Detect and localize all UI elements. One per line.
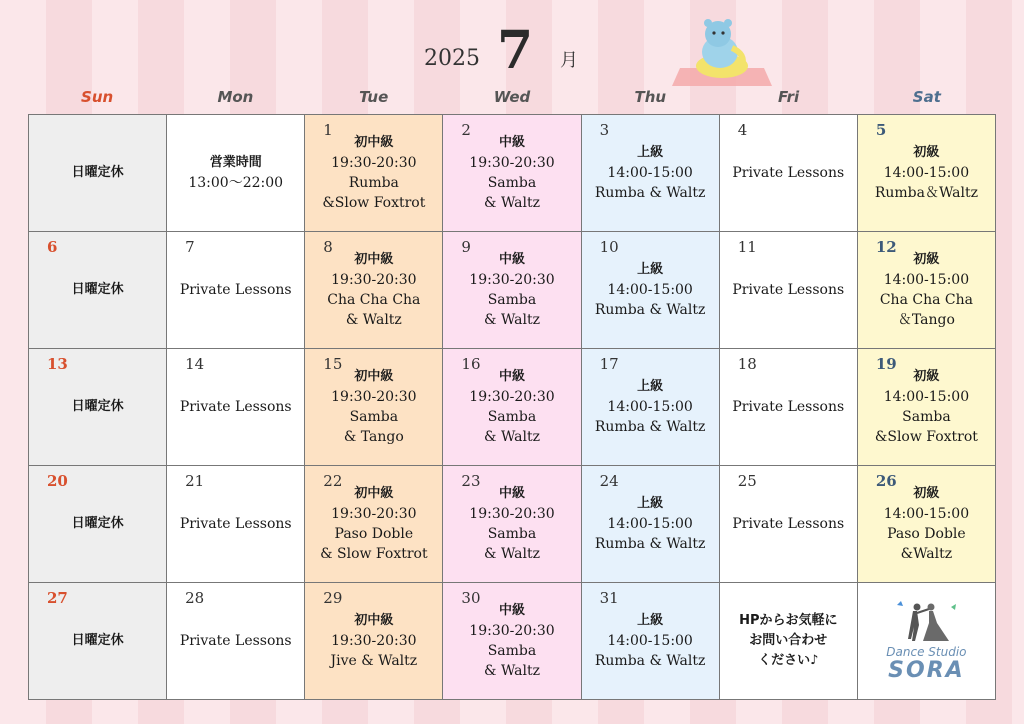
cell-text-line: 初級 — [913, 145, 940, 160]
cell-text-line: 14:00-15:00 — [607, 165, 693, 181]
day-number: 3 — [599, 121, 610, 139]
cell-text-line: & Tango — [343, 429, 404, 445]
day-cell-thu — [582, 232, 720, 349]
day-cell-tue — [305, 115, 443, 232]
day-number: 13 — [47, 355, 68, 373]
cell-text-line: & Waltz — [345, 312, 402, 328]
cell-text-line: 初級 — [913, 369, 940, 384]
cell-text-line: & Waltz — [484, 663, 540, 679]
weekday-tue: Tue — [359, 88, 389, 106]
day-number: 8 — [323, 238, 333, 256]
day-number: 10 — [599, 238, 619, 256]
day-cell-sat — [858, 115, 996, 232]
day-cell-fri — [720, 115, 858, 232]
cell-text-line: Private Lessons — [179, 282, 292, 298]
cell-text-line: 上級 — [637, 262, 664, 277]
cell-text-line: 営業時間 — [209, 155, 262, 170]
cell-text-line: 19:30-20:30 — [469, 623, 555, 639]
day-number: 29 — [323, 589, 343, 607]
day-cell-fri — [720, 583, 858, 700]
cell-text-line: 19:30-20:30 — [469, 506, 555, 522]
day-cell-wed — [443, 349, 581, 466]
day-number: 22 — [323, 472, 343, 490]
day-cell-tue — [305, 232, 443, 349]
weekday-fri: Fri — [777, 88, 800, 106]
weekday-mon: Mon — [217, 88, 254, 106]
cell-text-line: 上級 — [637, 496, 664, 511]
cell-text-line: & Slow Foxtrot — [320, 546, 428, 562]
day-number: 30 — [461, 589, 481, 607]
cell-text-line: Samba — [349, 409, 399, 425]
cell-text-line: 14:00-15:00 — [883, 506, 970, 522]
cell-text-line: 初中級 — [354, 613, 394, 628]
cell-text-line: Paso Doble — [887, 526, 966, 542]
cell-text-line: ください♪ — [758, 653, 819, 668]
day-number: 23 — [461, 472, 481, 490]
day-cell-sat — [858, 232, 996, 349]
day-number: 5 — [875, 121, 887, 139]
year: 2025 — [424, 46, 480, 71]
cell-text-line: Paso Doble — [334, 526, 414, 542]
cell-text-line: 上級 — [637, 379, 664, 394]
day-number: 26 — [875, 472, 897, 490]
cell-text-line: 日曜定休 — [71, 516, 124, 531]
cell-text-line: 14:00-15:00 — [607, 399, 693, 415]
day-cell-tue — [305, 466, 443, 583]
cell-text-line: 19:30-20:30 — [469, 272, 555, 288]
cell-text-line: 14:00-15:00 — [883, 165, 970, 181]
cell-text-line: 19:30-20:30 — [331, 506, 417, 522]
day-cell-mon — [167, 466, 305, 583]
cell-text-line: 14:00-15:00 — [883, 272, 970, 288]
cell-text-line: Samba — [487, 175, 537, 191]
day-cell-wed — [443, 583, 581, 700]
cell-text-line: Cha Cha Cha — [327, 292, 421, 308]
cell-text-line: Rumba & Waltz — [594, 185, 706, 201]
dancers-icon — [891, 599, 961, 643]
day-cell-wed — [443, 115, 581, 232]
cell-text-line: Rumba & Waltz — [594, 653, 706, 669]
day-number: 18 — [737, 355, 757, 373]
cell-text-line: 上級 — [637, 613, 664, 628]
cell-text-line: Samba — [902, 409, 951, 425]
day-number: 27 — [47, 589, 68, 607]
day-number: 28 — [185, 589, 205, 607]
day-number: 7 — [185, 238, 195, 256]
day-number: 16 — [461, 355, 481, 373]
day-cell-thu — [582, 115, 720, 232]
cell-text-line: 初中級 — [354, 135, 394, 150]
cell-text-line: Rumba & Waltz — [594, 302, 706, 318]
day-cell-wed — [443, 232, 581, 349]
logo-line2: SORA — [888, 658, 965, 683]
cell-text-line: 14:00-15:00 — [607, 282, 693, 298]
cell-text-line: 中級 — [498, 486, 525, 501]
cell-text-line: Rumba — [348, 175, 399, 191]
bear-mascot-icon — [672, 18, 772, 86]
day-number: 2 — [461, 121, 471, 139]
day-number: 24 — [599, 472, 619, 490]
cell-text-line: Private Lessons — [732, 399, 845, 415]
day-cell-fri — [720, 232, 858, 349]
cell-text-line: Private Lessons — [179, 399, 292, 415]
day-number: 21 — [185, 472, 205, 490]
cell-text-line: 19:30-20:30 — [331, 272, 417, 288]
day-cell-mon — [167, 115, 305, 232]
day-cell-sun — [29, 583, 167, 700]
day-cell-mon — [167, 583, 305, 700]
cell-text-line: 日曜定休 — [71, 165, 124, 180]
day-number: 1 — [323, 121, 333, 139]
cell-text-line: &Waltz — [900, 546, 953, 562]
cell-text-line: Rumba & Waltz — [594, 536, 706, 552]
day-cell-tue — [305, 583, 443, 700]
cell-text-line: 14:00-15:00 — [607, 516, 693, 532]
cell-text-line: 13:00～22:00 — [188, 175, 284, 191]
cell-text-line: 19:30-20:30 — [331, 633, 417, 649]
studio-logo — [886, 599, 966, 683]
cell-text-line: Rumba & Waltz — [594, 419, 706, 435]
cell-text-line: HPからお気軽に — [739, 613, 838, 628]
cell-text-line: Private Lessons — [732, 516, 845, 532]
weekday-thu: Thu — [634, 88, 667, 106]
day-cell-sun — [29, 232, 167, 349]
day-cell-thu — [582, 583, 720, 700]
day-cell-sat — [858, 466, 996, 583]
cell-text-line: 初級 — [913, 252, 940, 267]
cell-text-line: Samba — [487, 526, 537, 542]
cell-text-line: Private Lessons — [732, 282, 845, 298]
cell-text-line: 日曜定休 — [71, 633, 124, 648]
cell-text-line: 19:30-20:30 — [331, 389, 417, 405]
day-cell-mon — [167, 349, 305, 466]
day-number: 9 — [461, 238, 471, 256]
cell-text-line: 日曜定休 — [71, 399, 124, 414]
day-cell-thu — [582, 349, 720, 466]
cell-text-line: & Waltz — [484, 429, 540, 445]
cell-text-line: Private Lessons — [179, 516, 292, 532]
weekday-sat: Sat — [912, 88, 941, 106]
day-number: 25 — [737, 472, 757, 490]
cell-text-line: Jive & Waltz — [330, 653, 418, 669]
cell-text-line: 中級 — [498, 369, 525, 384]
day-number: 20 — [47, 472, 68, 490]
logo-line1: Dance Studio — [886, 645, 967, 659]
cell-text-line: 日曜定休 — [71, 282, 124, 297]
day-cell-sat — [858, 583, 996, 700]
cell-text-line: Cha Cha Cha — [879, 292, 973, 308]
cell-text-line: 中級 — [498, 603, 525, 618]
day-number: 15 — [323, 355, 343, 373]
day-number: 14 — [185, 355, 205, 373]
cell-text-line: 19:30-20:30 — [331, 155, 417, 171]
cell-text-line: & Waltz — [484, 312, 540, 328]
cell-text-line: Samba — [487, 643, 537, 659]
cell-text-line: &Slow Foxtrot — [874, 429, 978, 445]
day-cell-thu — [582, 466, 720, 583]
cell-text-line: Private Lessons — [732, 165, 845, 181]
cell-text-line: 19:30-20:30 — [469, 155, 555, 171]
day-number: 11 — [737, 238, 757, 256]
cell-text-line: 14:00-15:00 — [883, 389, 970, 405]
cell-text-line: 初中級 — [354, 369, 394, 384]
cell-text-line: & Waltz — [484, 546, 540, 562]
cell-text-line: 上級 — [637, 145, 664, 160]
weekday-wed: Wed — [493, 88, 531, 106]
day-number: 6 — [47, 238, 58, 256]
cell-text-line: 中級 — [498, 252, 525, 267]
cell-text-line: 19:30-20:30 — [469, 389, 555, 405]
day-number: 4 — [737, 121, 748, 139]
day-cell-sun — [29, 466, 167, 583]
day-cell-fri — [720, 466, 858, 583]
month-unit: 月 — [560, 50, 578, 71]
day-number: 17 — [599, 355, 619, 373]
cell-text-line: 初級 — [913, 486, 940, 501]
day-cell-mon — [167, 232, 305, 349]
cell-text-line: Rumba＆Waltz — [874, 185, 978, 201]
cell-text-line: お問い合わせ — [749, 633, 828, 648]
cell-text-line: 初中級 — [354, 252, 394, 267]
cell-text-line: 14:00-15:00 — [607, 633, 693, 649]
day-cell-sun — [29, 115, 167, 232]
calendar-grid — [28, 114, 996, 700]
day-number: 19 — [875, 355, 897, 373]
cell-text-line: &Slow Foxtrot — [322, 195, 426, 211]
cell-text-line: 初中級 — [354, 486, 394, 501]
day-cell-tue — [305, 349, 443, 466]
day-cell-sat — [858, 349, 996, 466]
cell-text-line: 中級 — [498, 135, 525, 150]
cell-text-line: Samba — [487, 409, 537, 425]
weekday-sun: Sun — [81, 88, 114, 106]
day-number: 12 — [875, 238, 897, 256]
day-cell-fri — [720, 349, 858, 466]
cell-text-line: Samba — [487, 292, 537, 308]
cell-text-line: & Waltz — [484, 195, 540, 211]
cell-text-line: Private Lessons — [179, 633, 292, 649]
day-cell-sun — [29, 349, 167, 466]
cell-text-line: ＆Tango — [897, 312, 955, 328]
month-number: 7 — [497, 20, 534, 81]
day-cell-wed — [443, 466, 581, 583]
day-number: 31 — [599, 589, 619, 607]
weekday-header — [28, 88, 996, 112]
